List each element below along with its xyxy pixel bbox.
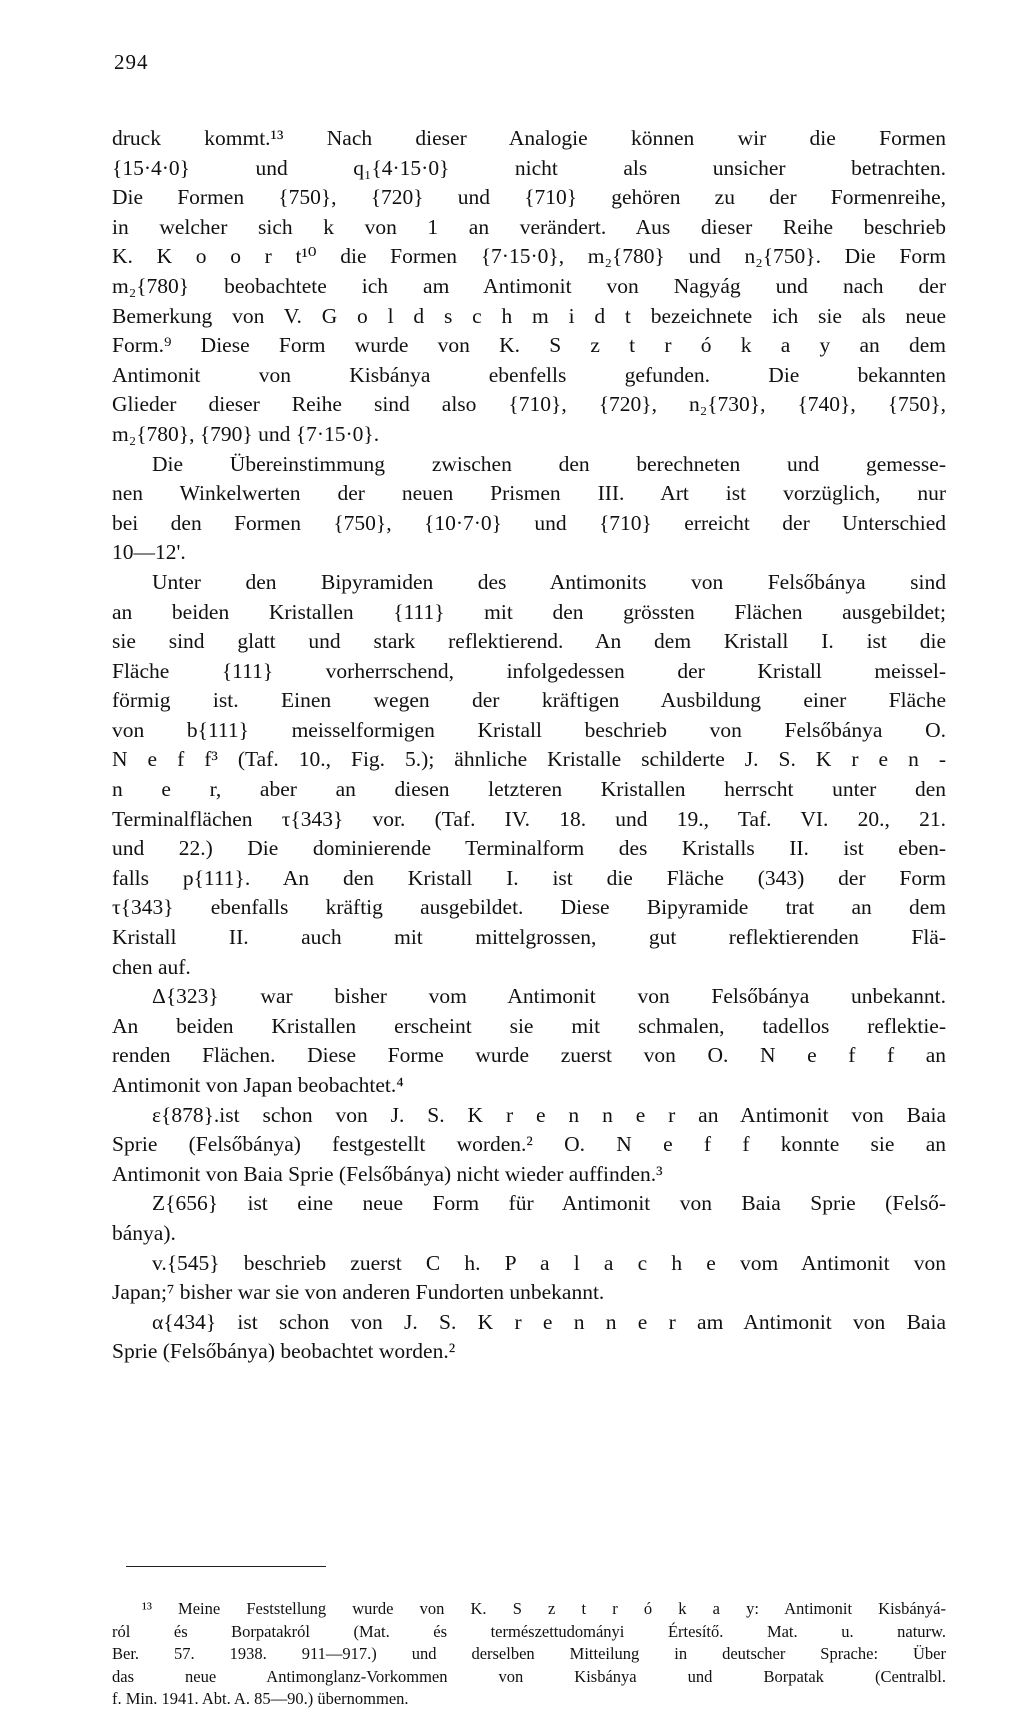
text-line: ε{878}.ist schon von J. S. K r e n n e r an Antimonit von Baia [152, 1102, 946, 1127]
text-line: Sprie (Felsőbánya) beobachtet worden.² [112, 1339, 456, 1364]
text-line: Glieder dieser Reihe sind also {710}, {720}, n₂{730}, {740}, {750}, [112, 392, 946, 417]
text-line: n e r, aber an diesen letzteren Kristallen herrscht unter den [112, 777, 946, 802]
text-line: Z{656} ist eine neue Form für Antimonit von Baia Sprie (Felső- [152, 1191, 946, 1216]
text-line: N e f f³ (Taf. 10., Fig. 5.); ähnliche Kristalle schilderte J. S. K r e n - [112, 747, 946, 772]
text-line: in welcher sich k von 1 an verändert. Aus dieser Reihe beschrieb [112, 214, 946, 239]
text-line: Die Formen {750}, {720} und {710} gehören zu der Formenreihe, [112, 185, 946, 210]
body-text [112, 124, 946, 1367]
text-line: An beiden Kristallen erscheint sie mit schmalen, tadellos reflektie- [112, 1013, 946, 1038]
text-line: {15·4·0} und q₁{4·15·0} nicht als unsicher betrachten. [112, 155, 946, 180]
text-line: Antimonit von Baia Sprie (Felsőbánya) nicht wieder auffinden.³ [112, 1161, 663, 1186]
text-line: Antimonit von Kisbánya ebenfells gefunden. Die bekannten [112, 362, 946, 387]
text-line: K. K o o r t¹⁰ die Formen {7·15·0}, m₂{780} und n₂{750}. Die Form [112, 244, 946, 269]
footnote-line: das neue Antimonglanz-Vorkommen von Kisbánya und Borpatak (Centralbl. [112, 1666, 946, 1686]
text-line: Sprie (Felsőbánya) festgestellt worden.² O. N e f f konnte sie an [112, 1132, 946, 1157]
text-line: förmig ist. Einen wegen der kräftigen Ausbildung einer Fläche [112, 688, 946, 713]
text-line: druck kommt.¹³ Nach dieser Analogie können wir die Formen [112, 126, 946, 150]
page-number: 294 [114, 50, 149, 74]
text-line: sie sind glatt und stark reflektierend. An dem Kristall I. ist die [112, 629, 946, 654]
text-line: Japan;⁷ bisher war sie von anderen Fundorten unbekannt. [112, 1280, 605, 1305]
footnote-line: Ber. 57. 1938. 911—917.) und derselben Mitteilung in deutscher Sprache: Über [112, 1644, 946, 1664]
footnote-line: ¹³ Meine Feststellung wurde von K. S z t r ó k a y: Antimonit Kisbányá- [142, 1599, 946, 1618]
text-line: Terminalflächen τ{343} vor. (Taf. IV. 18. und 19., Taf. VI. 20., 21. [112, 806, 946, 831]
footnote-line: ról és Borpatakról (Mat. és természettudományi Értesítő. Mat. u. naturw. [112, 1621, 946, 1641]
text-line: Fläche {111} vorherrschend, infolgedessen der Kristall meissel- [112, 658, 946, 683]
text-line: von b{111} meisselformigen Kristall beschrieb von Felsőbánya O. [112, 717, 946, 742]
text-line: α{434} ist schon von J. S. K r e n n e r am Antimonit von Baia [152, 1309, 946, 1334]
text-line: Form.⁹ Diese Form wurde von K. S z t r ó k a y an dem [112, 333, 946, 358]
text-line: bei den Formen {750}, {10·7·0} und {710} erreicht der Unterschied [112, 510, 946, 535]
text-line: chen auf. [112, 954, 191, 979]
text-line: m₂{780}, {790} und {7·15·0}. [112, 421, 380, 446]
text-line: an beiden Kristallen {111} mit den grössten Flächen ausgebildet; [112, 599, 946, 624]
text-line: falls p{111}. An den Kristall I. ist die Fläche (343) der Form [112, 865, 946, 890]
footnote-divider [126, 1566, 326, 1567]
text-line: renden Flächen. Diese Forme wurde zuerst von O. N e f f an [112, 1043, 946, 1068]
text-line: Bemerkung von V. G o l d s c h m i d t bezeichnete ich sie als neue [112, 303, 946, 328]
text-line: v.{545} beschrieb zuerst C h. P a l a c h e vom Antimonit von [152, 1250, 946, 1275]
text-line: Antimonit von Japan beobachtet.⁴ [112, 1073, 404, 1097]
footnotes [112, 1598, 946, 1711]
text-line: bánya). [112, 1220, 176, 1245]
text-line: nen Winkelwerten der neuen Prismen III. Art ist vorzüglich, nur [112, 481, 946, 506]
text-line: Unter den Bipyramiden des Antimonits von Felsőbánya sind [152, 569, 946, 594]
text-line: Δ{323} war bisher vom Antimonit von Felsőbánya unbekannt. [152, 984, 946, 1009]
text-line: m₂{780} beobachtete ich am Antimonit von Nagyág und nach der [112, 273, 946, 298]
text-line: und 22.) Die dominierende Terminalform des Kristalls II. ist eben- [112, 836, 946, 861]
text-line: τ{343} ebenfalls kräftig ausgebildet. Diese Bipyramide trat an dem [112, 895, 946, 920]
text-line: Kristall II. auch mit mittelgrossen, gut reflektierenden Flä- [112, 925, 946, 950]
text-line: Die Übereinstimmung zwischen den berechneten und gemesse- [152, 451, 946, 476]
text-line: 10—12'. [112, 540, 186, 565]
footnote-line: f. Min. 1941. Abt. A. 85—90.) übernommen. [112, 1689, 409, 1709]
